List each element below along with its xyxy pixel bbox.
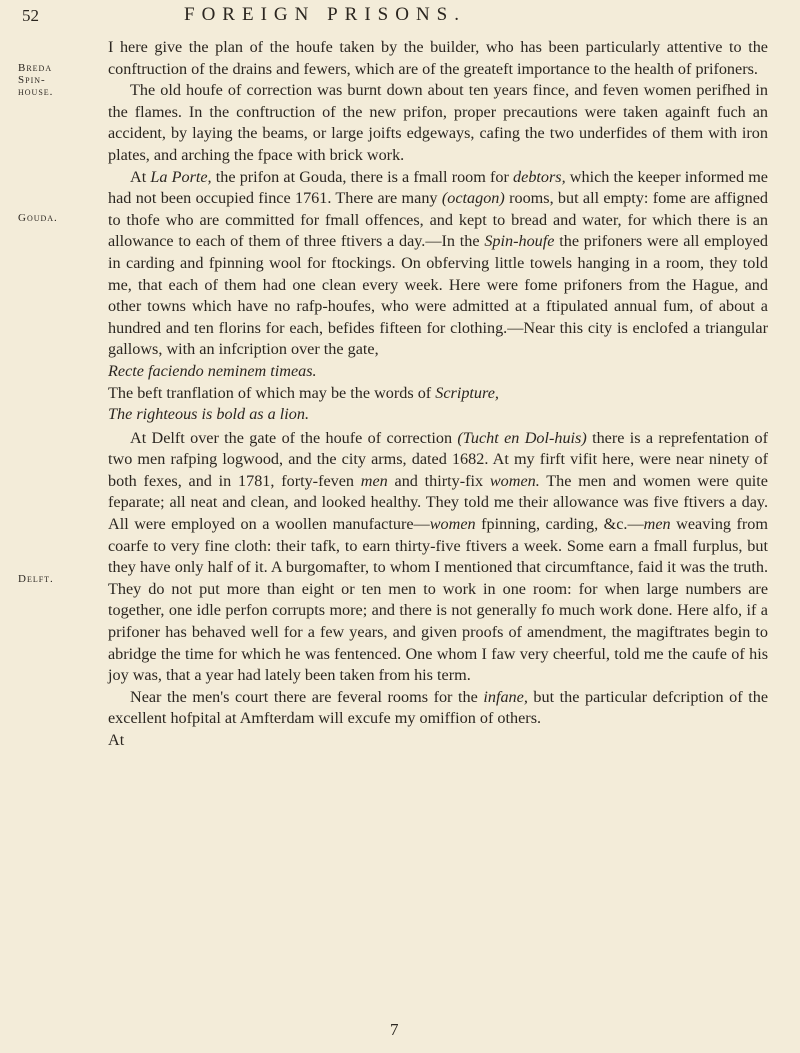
paragraph-gouda: At La Porte, the prifon at Gouda, there is a fmall room for debtors, which the keeper informed me had not been occupied fince 1761. There are many (octagon) rooms, but all empty: fome are affigned to thofe who are committed for fmall offences, and kept to bread and water, for which there is an allowance to each of them of three ftivers a day.—In the Spin-houfe the prifoners were all employed in carding and fpinning wool for ftockings. On obferving little towels hanging in a room, they told me, that each of them had one clean every week. Here were fome prifoners from the Hague, and other towns which have no rafp-houfes, who were admitted at a ftipulated annual fum, of about a hundred and ten florins for each, befides fifteen for clothing.—Near this city is enclofed a triangular gallows, with an infcription over the gate, [108,167,768,359]
running-head: FOREIGN PRISONS. [184,4,466,25]
margin-note-delft: Delft. [18,573,54,585]
translation-intro: The beft tranflation of which may be the words of Scripture, [108,383,499,402]
margin-note-line: Spin- [18,74,46,86]
body-text [108,37,768,752]
margin-note-line: house. [18,86,54,98]
signature-mark: 7 [390,1020,399,1039]
margin-note-gouda: Gouda. [18,212,58,224]
paragraph-delft: At Delft over the gate of the houfe of correction (Tucht en Dol-huis) there is a reprefentation of two men rafping logwood, and the city arms, dated 1682. At my firft vifit here, were near ninety of both fexes, and in 1781, forty-feven men and thirty-fix women. The men and women were quite feparate; all neat and clean, and looked healthy. They told me their allowance was five ftivers a day. All were employed on a woollen manufacture—women fpinning, carding, &c.—men weaving from coarfe to very fine cloth: their tafk, to earn thirty-five ftivers a week. Some earn a fmall furplus, but they have only half of it. A burgomafter, to whom I mentioned that circumftance, faid it was the truth. They do not put more than eight or ten men to work in one room: for when large numbers are together, one idle perfon corrupts more; and there is not generally fo much work done. Here alfo, if a prifoner has behaved well for a few years, and given proofs of amendment, the magiftrates begin to abridge the time for which he was fentenced. One whom I faw very cheerful, told me the caufe of his joy was, that a year had lately been taken from his term. [108,428,768,685]
latin-motto: Recte faciendo neminem timeas. [108,361,317,380]
paragraph-drains: I here give the plan of the houfe taken by the builder, who has been particularly attentive to the conftruction of the drains and fewers, which are of the greateft importance to the health of prifoners. [108,38,768,78]
page-number: 52 [22,6,39,25]
paragraph-fire: The old houfe of correction was burnt down about ten years fince, and feven women perifhed in the flames. In the conftruction of the new prifon, proper precautions were taken againft fuch an accident, by laying the beams, or large joifts edgeways, cafing the two underfides of them with iron plates, and arching the fpace with brick work. [108,81,768,164]
margin-note-breda [18,62,53,98]
catchword: At [108,731,125,749]
scripture-translation: The righteous is bold as a lion. [108,405,310,424]
paragraph-insane: Near the men's court there are feveral rooms for the infane, but the particular defcription of the excellent hofpital at Amfterdam will excufe my omiffion of others. [108,687,768,728]
margin-note-line: Breda [18,62,53,74]
